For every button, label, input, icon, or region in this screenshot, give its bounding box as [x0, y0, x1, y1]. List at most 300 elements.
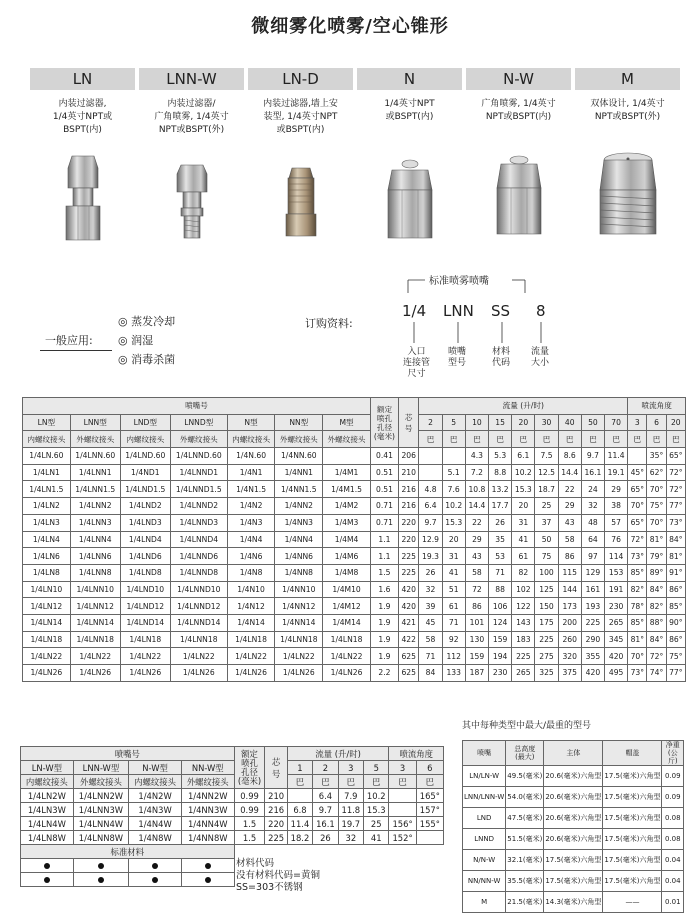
- table-cell: 85°: [666, 598, 685, 615]
- table-cell: 216: [399, 498, 419, 515]
- table-cell: 183: [512, 631, 535, 648]
- table-cell: 51.5(毫米): [506, 829, 544, 850]
- th-bar-unit: 巴: [666, 431, 685, 448]
- table-cell: 86°: [666, 631, 685, 648]
- table-cell: 1.9: [370, 598, 398, 615]
- table-cell: 152°: [389, 831, 416, 845]
- th-thread: 外螺纹接头: [275, 431, 323, 448]
- table-cell: 1/4LN26: [70, 665, 120, 682]
- table-cell: 1/4LN26: [170, 665, 227, 682]
- table-cell: 7.5: [535, 448, 558, 465]
- table-cell: 1/4M3: [323, 514, 371, 531]
- model-tab-m: M: [575, 68, 680, 90]
- nozzle-image-ln-d: [248, 150, 353, 250]
- table-cell: 1/4ND1: [120, 464, 170, 481]
- table-row: [463, 787, 684, 808]
- table-cell: 1/4LN12: [23, 598, 71, 615]
- explain-material: 材料 代码: [492, 347, 511, 368]
- table-cell: 39: [419, 598, 442, 615]
- table-cell: 78°: [628, 598, 647, 615]
- table-cell: 47.5(毫米): [506, 808, 544, 829]
- table-cell: 26: [419, 564, 442, 581]
- table-cell: 1.6: [370, 581, 398, 598]
- table-cell: 8.6: [558, 448, 581, 465]
- table-row: [23, 531, 686, 548]
- table-cell: 1/4N2W: [129, 789, 182, 803]
- table-cell: 7.6: [442, 481, 465, 498]
- table-cell: 1.5: [234, 817, 265, 831]
- table-cell: 156°: [389, 817, 416, 831]
- table-cell: 216: [399, 481, 419, 498]
- table-cell: 16.1: [581, 464, 604, 481]
- table-cell: 26: [313, 831, 338, 845]
- application-item: ◎ 蒸发冷却: [118, 312, 175, 331]
- table-cell: [416, 831, 443, 845]
- th-bar-unit: 巴: [287, 775, 312, 789]
- table-cell: 1/4LND8: [120, 564, 170, 581]
- table-cell: 1/4LN22: [70, 648, 120, 665]
- th-thread: 内螺纹接头: [129, 775, 182, 789]
- table-cell: 45: [419, 614, 442, 631]
- th-thread: 外螺纹接头: [181, 775, 234, 789]
- table-cell: 76: [605, 531, 628, 548]
- table-cell: 420: [605, 648, 628, 665]
- th-pressure: 30: [535, 414, 558, 431]
- table-cell: 12.9: [419, 531, 442, 548]
- table-cell: 206: [399, 448, 419, 465]
- th-bar-unit: 巴: [647, 431, 666, 448]
- table-cell: 1/4NN4: [275, 531, 323, 548]
- table-cell: 1/4M10: [323, 581, 371, 598]
- table-cell: 9.7: [419, 514, 442, 531]
- table-cell: 225: [265, 831, 287, 845]
- table-cell: 21.5(毫米): [506, 892, 544, 913]
- table-cell: 18.7: [535, 481, 558, 498]
- table-cell: 1/4NN14: [275, 614, 323, 631]
- table-cell: 220: [399, 531, 419, 548]
- ordering-label: 订购资料:: [305, 317, 353, 330]
- table-cell: 1.9: [370, 631, 398, 648]
- th-bar-unit: 巴: [628, 431, 647, 448]
- table-cell: 420: [399, 598, 419, 615]
- table-cell: 275: [535, 648, 558, 665]
- table-cell: 20: [512, 498, 535, 515]
- th-bar-unit: 巴: [416, 775, 443, 789]
- table-row: [23, 665, 686, 682]
- material-dot-cell: [73, 873, 129, 887]
- table-cell: 1/4LN26: [227, 665, 275, 682]
- th-pressure: 5: [442, 414, 465, 431]
- table-cell: 54.0(毫米): [506, 787, 544, 808]
- material-codes: [236, 858, 320, 894]
- table-cell: 1/4LN2: [23, 498, 71, 515]
- table-cell: 75°: [666, 648, 685, 665]
- material-dot-cell: [73, 859, 129, 873]
- table-cell: 1/4LNN14: [70, 614, 120, 631]
- th-core: 芯 号: [265, 747, 287, 789]
- table-cell: 1/4N4: [227, 531, 275, 548]
- table-cell: 1/4LNN8W: [73, 831, 129, 845]
- table-cell: 8.8: [489, 464, 512, 481]
- th-bar-unit: 巴: [313, 775, 338, 789]
- table-cell: 14.4: [465, 498, 488, 515]
- th-bar-unit: 巴: [338, 775, 363, 789]
- table-cell: 75: [535, 548, 558, 565]
- table-cell: 82°: [628, 581, 647, 598]
- table-cell: 1/4LNN12: [70, 598, 120, 615]
- th-bar-unit: 巴: [558, 431, 581, 448]
- table-cell: 19.3: [419, 548, 442, 565]
- th-type: M型: [323, 414, 371, 431]
- table-cell: 97: [581, 548, 604, 565]
- table-cell: 82°: [647, 598, 666, 615]
- table-cell: 73°: [666, 514, 685, 531]
- table-cell: 1/4LN1: [23, 464, 71, 481]
- table-cell: 71: [442, 614, 465, 631]
- table-cell: 1.9: [370, 648, 398, 665]
- th-type: LN型: [23, 414, 71, 431]
- table-cell: 420: [399, 581, 419, 598]
- code-flow: 8: [536, 302, 546, 320]
- table-cell: 1/4LNN3: [70, 514, 120, 531]
- code-model: LNN: [443, 302, 474, 320]
- table-cell: 65°: [666, 448, 685, 465]
- table-cell: 1/4LNND1: [170, 464, 227, 481]
- table-cell: 495: [605, 665, 628, 682]
- th-thread: 内螺纹接头: [23, 431, 71, 448]
- code-material: SS: [491, 302, 511, 320]
- table-cell: 25: [535, 498, 558, 515]
- applications-label: 一般应用:: [45, 334, 93, 347]
- table-cell: 29: [558, 498, 581, 515]
- th-angle-pressure: 6: [416, 761, 443, 775]
- table-cell: 51: [442, 581, 465, 598]
- table-row: [21, 831, 444, 845]
- table-cell: 43: [465, 548, 488, 565]
- th-angle: 喷流角度: [628, 398, 686, 415]
- table-cell: 194: [489, 648, 512, 665]
- th-bar-unit: 巴: [581, 431, 604, 448]
- table-cell: 124: [489, 614, 512, 631]
- table-cell: 88: [489, 581, 512, 598]
- table-cell: 50: [535, 531, 558, 548]
- th-dimension: 喷嘴: [463, 741, 506, 766]
- th-angle-pressure: 20: [666, 414, 685, 431]
- bullet-dot-icon: [152, 863, 158, 869]
- table-cell: 58: [419, 631, 442, 648]
- table-row: [21, 803, 444, 817]
- table-cell: 1/4LNND.60: [170, 448, 227, 465]
- th-bar-unit: 巴: [605, 431, 628, 448]
- table-cell: 115: [558, 564, 581, 581]
- table-cell: 0.51: [370, 464, 398, 481]
- table-row: [23, 648, 686, 665]
- table-cell: 53: [489, 548, 512, 565]
- model-desc-ln-d: 内装过滤器,墙上安 装型, 1/4英寸NPT 或BSPT(内): [263, 99, 338, 135]
- model-description-row: [30, 98, 680, 137]
- table-cell: 86: [465, 598, 488, 615]
- table-cell: 86: [558, 548, 581, 565]
- table-cell: 17.5(毫米)六角型: [603, 871, 662, 892]
- material-title: 材料代码: [236, 858, 275, 869]
- model-tab-ln: LN: [30, 68, 135, 90]
- table-cell: 165°: [416, 789, 443, 803]
- table-cell: NN/NN-W: [463, 871, 506, 892]
- table-cell: 1/4N8: [227, 564, 275, 581]
- table-row: [463, 808, 684, 829]
- table-row: [23, 498, 686, 515]
- table-cell: 65°: [628, 481, 647, 498]
- th-pressure: 1: [287, 761, 312, 775]
- table-cell: 64: [581, 531, 604, 548]
- table-cell: 11.8: [338, 803, 363, 817]
- table-cell: 1/4NN1: [275, 464, 323, 481]
- table-cell: 260: [558, 631, 581, 648]
- table-cell: 1/4LNND10: [170, 581, 227, 598]
- table-cell: 62°: [647, 464, 666, 481]
- table-cell: 1/4LND10: [120, 581, 170, 598]
- table-cell: 129: [581, 564, 604, 581]
- table-cell: 1/4LN18: [323, 631, 371, 648]
- table-cell: 70°: [647, 481, 666, 498]
- page-title: 微细雾化喷雾/空心锥形: [251, 16, 449, 37]
- table-cell: 230: [489, 665, 512, 682]
- table-cell: 1.5: [234, 831, 265, 845]
- table-cell: 155°: [416, 817, 443, 831]
- bullet-dot-icon: [98, 863, 104, 869]
- table-cell: 143: [512, 614, 535, 631]
- table-cell: 43: [558, 514, 581, 531]
- table-cell: 175: [535, 614, 558, 631]
- table-cell: [628, 448, 647, 465]
- table-cell: 225: [399, 564, 419, 581]
- application-item: ◎ 润湿: [118, 331, 175, 350]
- table-cell: 0.51: [370, 481, 398, 498]
- table-row: [463, 829, 684, 850]
- table-cell: 9.7: [313, 803, 338, 817]
- material-dot-cell: [129, 873, 182, 887]
- table-cell: 1/4NN2W: [181, 789, 234, 803]
- table-cell: 1/4LNND3: [170, 514, 227, 531]
- table-cell: 0.04: [662, 871, 684, 892]
- th-pressure: 40: [558, 414, 581, 431]
- nozzle-image-n: [357, 150, 462, 250]
- th-angle-pressure: 3: [389, 761, 416, 775]
- table-cell: 1/4LNND6: [170, 548, 227, 565]
- table-cell: 114: [605, 548, 628, 565]
- th-core: 芯 号: [399, 398, 419, 448]
- table-cell: 25: [364, 817, 389, 831]
- table-cell: 92: [442, 631, 465, 648]
- table-cell: 0.99: [234, 803, 265, 817]
- nozzle-image-ln: [30, 150, 135, 250]
- th-angle: 喷流角度: [389, 747, 444, 761]
- material-dot-cell: [181, 859, 234, 873]
- table-cell: 150: [535, 598, 558, 615]
- table-cell: 22: [465, 514, 488, 531]
- table-cell: 0.09: [662, 766, 684, 787]
- std-material-label: 标准材料: [21, 845, 235, 859]
- bullet-dot-icon: [44, 863, 50, 869]
- table-cell: 225: [399, 548, 419, 565]
- table-cell: 84°: [666, 531, 685, 548]
- table-cell: 1.9: [370, 614, 398, 631]
- table-cell: 1/4LN22: [227, 648, 275, 665]
- table-row: [23, 564, 686, 581]
- table-cell: 1/4LND3: [120, 514, 170, 531]
- table-cell: 1/4LN6: [23, 548, 71, 565]
- table-cell: 133: [442, 665, 465, 682]
- th-dimension: 主体: [544, 741, 603, 766]
- table-cell: 220: [265, 817, 287, 831]
- table-cell: 1/4LN18: [23, 631, 71, 648]
- table-cell: 72°: [647, 648, 666, 665]
- table-cell: 20.6(毫米)六角型: [544, 808, 603, 829]
- table-cell: 10.2: [512, 464, 535, 481]
- table-cell: 193: [581, 598, 604, 615]
- table-cell: 11.4: [287, 817, 312, 831]
- th-bar-unit: 巴: [389, 775, 416, 789]
- std-material-row: [21, 845, 444, 859]
- standard-nozzle-label: 标准喷雾喷嘴: [429, 276, 489, 287]
- table-cell: 1/4N8W: [129, 831, 182, 845]
- table-cell: 17.5(毫米)六角型: [544, 871, 603, 892]
- explain-model: 喷嘴 型号: [448, 347, 467, 368]
- table-cell: 420: [581, 665, 604, 682]
- table-cell: 1/4LN8W: [21, 831, 74, 845]
- model-desc-n: 1/4英寸NPT 或BSPT(内): [384, 99, 435, 122]
- table-cell: 225: [512, 648, 535, 665]
- table-cell: 1/4LN22: [120, 648, 170, 665]
- table-cell: 15.3: [364, 803, 389, 817]
- nozzle-image-n-w: [466, 150, 571, 250]
- table-cell: 1/4LNN18: [70, 631, 120, 648]
- table-cell: 11.4: [605, 448, 628, 465]
- th-type: LNN-W型: [73, 761, 129, 775]
- material-dot-cell: [21, 859, 74, 873]
- table-cell: 72°: [666, 464, 685, 481]
- table-cell: 58: [465, 564, 488, 581]
- th-angle-pressure: 6: [647, 414, 666, 431]
- th-type: NN-W型: [181, 761, 234, 775]
- table-cell: 1/4M8: [323, 564, 371, 581]
- table-cell: LNND: [463, 829, 506, 850]
- th-type: N-W型: [129, 761, 182, 775]
- th-pressure: 50: [581, 414, 604, 431]
- table-cell: 41: [442, 564, 465, 581]
- table-cell: 1/4LNND4: [170, 531, 227, 548]
- bullet-dot-icon: [205, 877, 211, 883]
- table-cell: 1/4LNN18: [170, 631, 227, 648]
- table-cell: 1/4LNN4W: [73, 817, 129, 831]
- table-cell: 1/4NN8W: [181, 831, 234, 845]
- table-cell: 1/4LNN2W: [73, 789, 129, 803]
- table-cell: 1/4LN3: [23, 514, 71, 531]
- table-cell: 20: [442, 531, 465, 548]
- th-thread: 外螺纹接头: [73, 775, 129, 789]
- table-cell: 90°: [666, 614, 685, 631]
- table-row: [23, 631, 686, 648]
- table-cell: 225: [581, 614, 604, 631]
- th-type: LNN型: [70, 414, 120, 431]
- table-cell: 625: [399, 665, 419, 682]
- table-cell: 1/4LN8: [23, 564, 71, 581]
- table-cell: 1/4NN3W: [181, 803, 234, 817]
- table-cell: 82: [512, 564, 535, 581]
- table-cell: 1/4LND4: [120, 531, 170, 548]
- table-cell: 1/4NN12: [275, 598, 323, 615]
- bullet-dot-icon: [205, 863, 211, 869]
- table-cell: 1/4LN26: [323, 665, 371, 682]
- table-cell: 26: [489, 514, 512, 531]
- table-cell: 130: [465, 631, 488, 648]
- table-cell: 6.4: [419, 498, 442, 515]
- material-line: SS=303不锈钢: [236, 882, 303, 893]
- table-cell: M: [463, 892, 506, 913]
- table-cell: 71: [419, 648, 442, 665]
- th-angle-pressure: 3: [628, 414, 647, 431]
- table-cell: 1/4NN.60: [275, 448, 323, 465]
- table-cell: 84°: [647, 631, 666, 648]
- table-cell: 1/4LN14: [23, 614, 71, 631]
- table-cell: 20.6(毫米)六角型: [544, 787, 603, 808]
- table-cell: 159: [465, 648, 488, 665]
- th-thread: 外螺纹接头: [170, 431, 227, 448]
- th-pressure: 20: [512, 414, 535, 431]
- model-desc-m: 双体设计, 1/4英寸 NPT或BSPT(外): [590, 99, 665, 122]
- table-cell: 210: [265, 789, 287, 803]
- th-bar-unit: 巴: [364, 775, 389, 789]
- table-cell: 6.4: [313, 789, 338, 803]
- table-row: [463, 871, 684, 892]
- table-cell: 61: [512, 548, 535, 565]
- table-cell: 5.1: [442, 464, 465, 481]
- dimension-table: [462, 740, 684, 913]
- application-item: ◎ 消毒杀菌: [118, 350, 175, 369]
- table-cell: 71: [489, 564, 512, 581]
- model-desc-ln: 内装过滤器, 1/4英寸NPT或 BSPT(内): [52, 99, 113, 135]
- table-cell: 89°: [647, 564, 666, 581]
- table-cell: 1/4LNN3W: [73, 803, 129, 817]
- table-cell: 9.7: [581, 448, 604, 465]
- table-row: [463, 850, 684, 871]
- nozzle-image-lnn-w: [139, 150, 244, 250]
- dimension-table-caption: 其中每种类型中最大/最重的型号: [462, 721, 592, 731]
- table-cell: 7.9: [338, 789, 363, 803]
- nozzle-image-m: [575, 150, 680, 250]
- model-tab-lnn-w: LNN-W: [139, 68, 244, 90]
- table-row: [21, 789, 444, 803]
- table-cell: 1/4LNND2: [170, 498, 227, 515]
- table-cell: 290: [581, 631, 604, 648]
- table-cell: [389, 803, 416, 817]
- model-header-row: [30, 68, 680, 90]
- table-cell: 1.1: [370, 548, 398, 565]
- ordering-info: [305, 265, 605, 390]
- th-type: LNND型: [170, 414, 227, 431]
- table-cell: 10.8: [465, 481, 488, 498]
- table-cell: [442, 448, 465, 465]
- table-cell: 161: [581, 581, 604, 598]
- table-cell: 2.2: [370, 665, 398, 682]
- table-cell: 1.1: [370, 531, 398, 548]
- table-cell: 1/4LNND12: [170, 598, 227, 615]
- material-dot-row: [21, 873, 444, 887]
- table-cell: 1/4LN22: [170, 648, 227, 665]
- explain-flow: 流量 大小: [531, 347, 550, 368]
- table-cell: ——: [603, 892, 662, 913]
- th-dimension: 帽盖: [603, 741, 662, 766]
